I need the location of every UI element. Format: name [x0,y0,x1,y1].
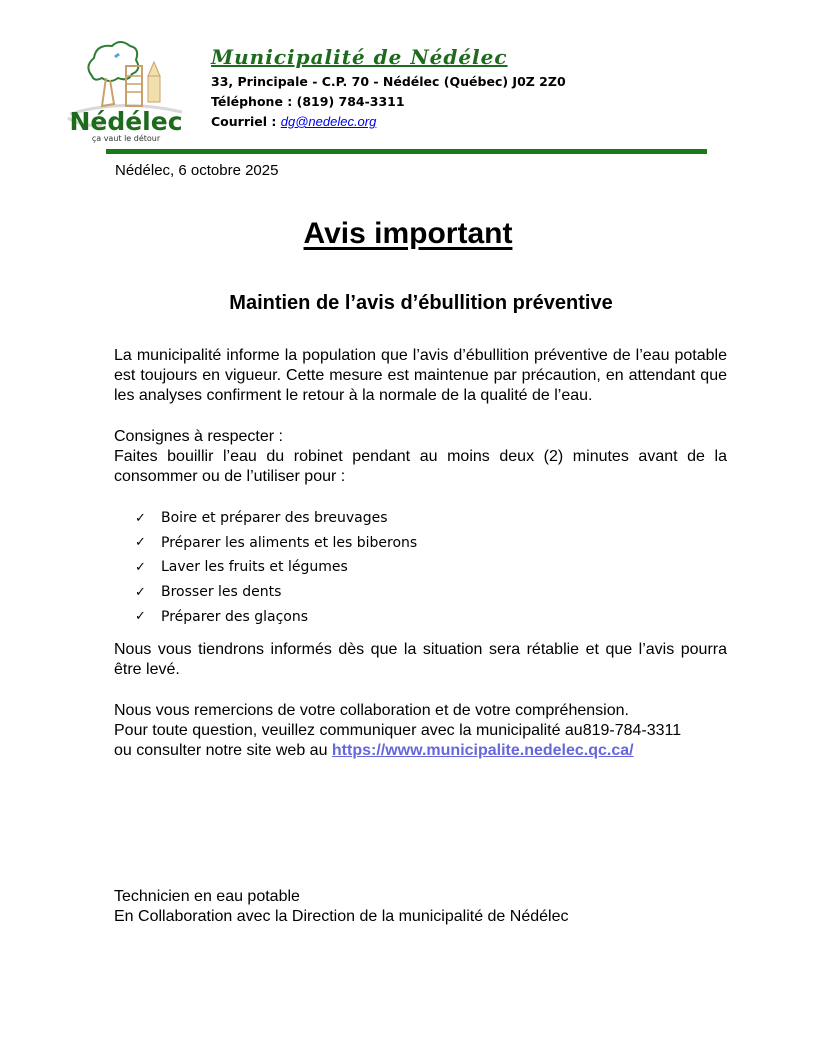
header-divider [106,149,707,154]
page-subtitle: Maintien de l’avis d’ébullition préventive [229,292,613,314]
email-label: Courriel : [211,114,277,129]
list-item-label: Boire et préparer des breuvages [161,510,388,527]
list-item-label: Préparer des glaçons [161,608,309,625]
website-line [114,741,727,761]
phone-label: Téléphone : [211,94,293,109]
phone-number: (819) 784-3311 [296,94,405,109]
checkmark-icon: ✓ [135,609,146,625]
address: 33, Principale - C.P. 70 - Nédélec (Québec) J0Z 2Z0 [211,74,566,89]
list-item [135,604,417,629]
checkmark-icon: ✓ [135,535,146,551]
checkmark-icon: ✓ [135,559,146,575]
list-item [135,531,417,556]
checkmark-icon: ✓ [135,510,146,526]
organization-name: Municipalité de Nédélec [211,45,508,69]
municipality-logo [62,36,190,144]
intro-paragraph: La municipalité informe la population que l’avis d’ébullition préventive de l’eau potable est toujours en vigueur. Cette mesure est maintenue par précaution, en attendant que les analyses confirment le retour à la normale de la qualité de l’eau. [114,347,727,404]
thanks-line: Nous vous remercions de votre collaboration et de votre compréhension. [114,702,629,719]
list-item [135,580,417,605]
website-link[interactable]: https://www.municipalite.nedelec.qc.ca/ [331,742,634,759]
signature-collaboration: En Collaboration avec la Direction de la municipalité de Nédélec [114,908,569,925]
logo-tagline: ça vaut le détour [91,134,161,143]
page-title [0,217,816,251]
usage-checklist [135,506,417,629]
checkmark-icon: ✓ [135,584,146,600]
website-prefix: ou consulter notre site web au [114,742,332,759]
email-line [211,114,376,129]
signature-title: Technicien en eau potable [114,888,300,905]
email-link[interactable]: dg@nedelec.org [280,114,377,129]
list-item-label: Préparer les aliments et les biberons [161,534,418,551]
phone-line [211,94,405,109]
update-notice: Nous vous tiendrons informés dès que la situation sera rétablie et que l’avis pourra être levé. [114,641,727,678]
list-item [135,555,417,580]
instructions-heading: Consignes à respecter : [114,428,283,445]
list-item-label: Laver les fruits et légumes [161,559,348,576]
contact-line: Pour toute question, veuillez communiquer avec la municipalité au819-784-3311 [114,722,682,739]
list-item-label: Brosser les dents [161,584,282,601]
list-item [135,506,417,531]
logo-wordmark: Nédélec [69,107,183,136]
letter-date: Nédélec, 6 octobre 2025 [115,162,279,179]
title-text: Avis important [303,217,513,250]
instructions-paragraph: Faites bouillir l’eau du robinet pendant au moins deux (2) minutes avant de la consommer ou de l’utiliser pour : [114,448,727,485]
